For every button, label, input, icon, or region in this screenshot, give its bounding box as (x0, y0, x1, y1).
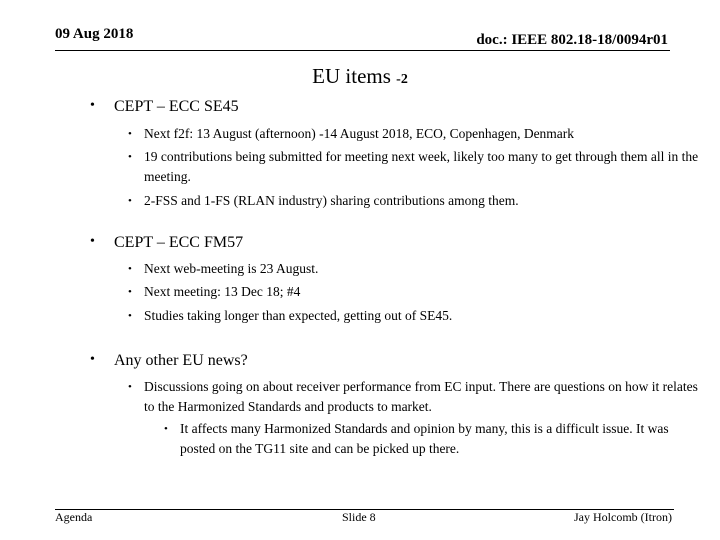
bullet-icon: • (128, 128, 132, 140)
section-heading-text: CEPT – ECC FM57 (114, 234, 244, 251)
list-item-text: Next web-meeting is 23 August. (144, 261, 319, 276)
list-item (128, 191, 708, 211)
header-doc-id: doc.: IEEE 802.18-18/0094r01 (476, 32, 668, 48)
slide-title-main: EU items (312, 64, 391, 88)
list-item (128, 282, 708, 302)
bullet-icon: • (90, 98, 95, 113)
bullet-icon: • (128, 286, 132, 298)
list-item-text: Next f2f: 13 August (afternoon) -14 August 2018, ECO, Copenhagen, Denmark (144, 126, 575, 141)
list-item-text: 19 contributions being submitted for meeting next week, likely too many to get through them all in the meeting. (144, 149, 699, 184)
bullet-icon: • (128, 310, 132, 322)
list-item-text: Discussions going on about receiver performance from EC input. There are questions on how it relates to the Harmonized Standards and products to market. (144, 379, 698, 414)
bullet-icon: • (128, 381, 132, 393)
slide-title-sub: -2 (396, 72, 408, 87)
list-item (128, 377, 708, 417)
list-subitem (164, 419, 704, 459)
bullet-icon: • (90, 352, 95, 367)
header-date: 09 Aug 2018 (55, 26, 134, 42)
bullet-icon: • (128, 195, 132, 207)
slide-title (0, 64, 720, 89)
section-heading-text: Any other EU news? (114, 352, 248, 369)
bullet-icon: • (128, 263, 132, 275)
list-item (128, 306, 708, 326)
list-item (128, 124, 708, 144)
bullet-icon: • (90, 234, 95, 249)
footer-author: Jay Holcomb (Itron) (574, 510, 672, 524)
list-item (128, 147, 708, 187)
header-divider (55, 50, 670, 51)
list-item-text: Next meeting: 13 Dec 18; #4 (144, 284, 301, 299)
bullet-icon: • (128, 151, 132, 163)
footer-slide-number: Slide 8 (342, 510, 376, 524)
section-heading-text: CEPT – ECC SE45 (114, 98, 239, 115)
bullet-icon: • (164, 423, 168, 435)
list-item-text: 2-FSS and 1-FS (RLAN industry) sharing contributions among them. (144, 193, 519, 208)
list-subitem-text: It affects many Harmonized Standards and opinion by many, this is a difficult issue. It was posted on the TG11 site and can be picked up there. (180, 421, 669, 456)
list-item-text: Studies taking longer than expected, getting out of SE45. (144, 308, 453, 323)
footer-agenda: Agenda (55, 510, 93, 524)
list-item (128, 259, 708, 279)
